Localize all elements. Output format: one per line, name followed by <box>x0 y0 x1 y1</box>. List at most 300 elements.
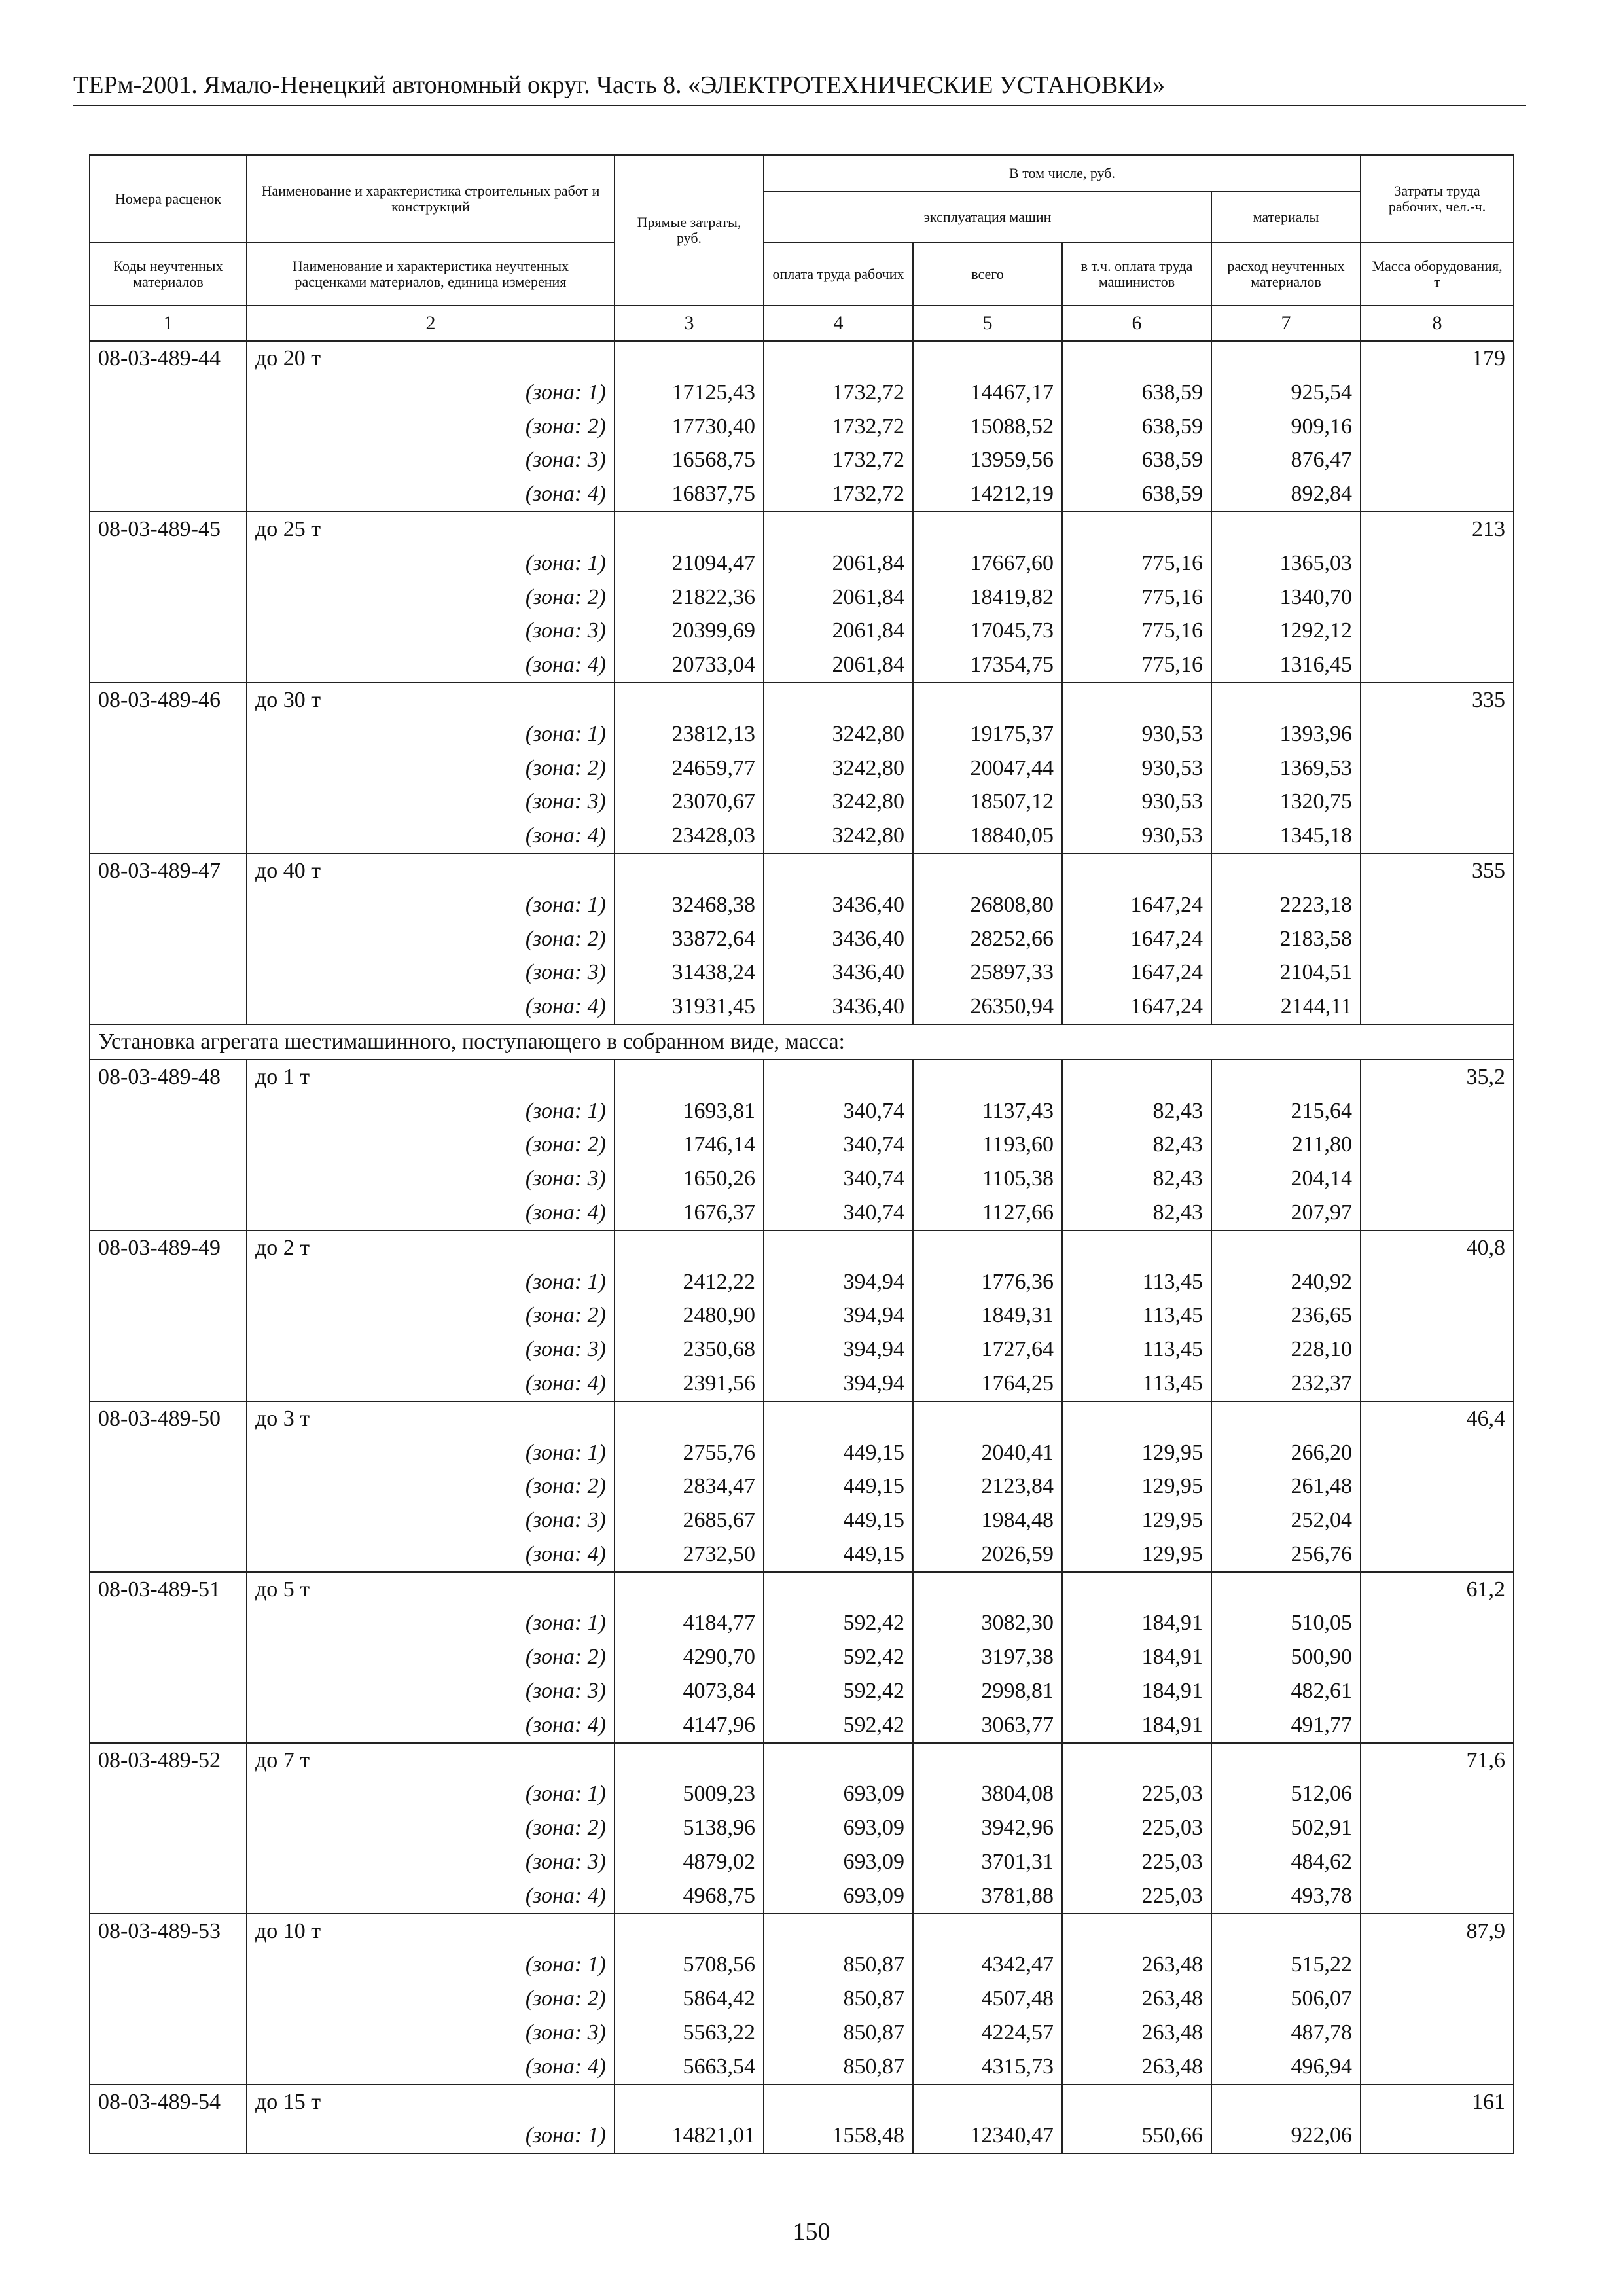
col-code-header: Номера расценок <box>90 155 247 243</box>
table-body <box>90 341 1514 2153</box>
labor-cell-blank <box>1361 1537 1514 1572</box>
zone-row <box>90 1640 1514 1674</box>
machines-operator-pay: 184,91 <box>1062 1606 1211 1640</box>
item-row <box>90 1743 1514 1778</box>
item-row <box>90 1401 1514 1436</box>
direct-cost: 5864,42 <box>615 1982 764 2016</box>
code-cell-blank <box>90 2119 247 2153</box>
zone-label: (зона: 3) <box>247 1162 615 1196</box>
machines-operator-pay: 82,43 <box>1062 1094 1211 1128</box>
zone-label: (зона: 2) <box>247 1299 615 1333</box>
machines-total: 28252,66 <box>913 922 1062 956</box>
zone-label: (зона: 4) <box>247 477 615 512</box>
labor-pay: 449,15 <box>764 1503 913 1537</box>
zone-label: (зона: 4) <box>247 819 615 853</box>
labor-pay: 2061,84 <box>764 547 913 581</box>
labor-pay: 1732,72 <box>764 443 913 477</box>
machines-operator-pay: 263,48 <box>1062 2016 1211 2050</box>
table-header <box>90 155 1514 341</box>
direct-cost: 16837,75 <box>615 477 764 512</box>
machines-total: 3063,77 <box>913 1708 1062 1743</box>
direct-cost: 2732,50 <box>615 1537 764 1572</box>
empty-cell <box>1062 1914 1211 1948</box>
code-cell-blank <box>90 1299 247 1333</box>
col-number-1: 1 <box>90 306 247 341</box>
materials: 2223,18 <box>1211 888 1361 922</box>
machines-total: 15088,52 <box>913 410 1062 444</box>
machines-total: 4224,57 <box>913 2016 1062 2050</box>
rate-code: 08-03-489-46 <box>90 683 247 717</box>
direct-cost: 5009,23 <box>615 1777 764 1811</box>
labor-cell-blank <box>1361 1674 1514 1708</box>
code-cell-blank <box>90 376 247 410</box>
code-cell-blank <box>90 1640 247 1674</box>
code-cell-blank <box>90 581 247 615</box>
zone-row <box>90 1708 1514 1743</box>
direct-cost: 23070,67 <box>615 785 764 819</box>
zone-label: (зона: 4) <box>247 1708 615 1743</box>
labor-cell-blank <box>1361 1094 1514 1128</box>
zone-label: (зона: 1) <box>247 1436 615 1470</box>
zone-row <box>90 1094 1514 1128</box>
materials: 482,61 <box>1211 1674 1361 1708</box>
item-row <box>90 683 1514 717</box>
labor-cell-blank <box>1361 648 1514 683</box>
direct-cost: 17125,43 <box>615 376 764 410</box>
machines-operator-pay: 113,45 <box>1062 1299 1211 1333</box>
machines-total: 14212,19 <box>913 477 1062 512</box>
zone-label: (зона: 3) <box>247 1503 615 1537</box>
zone-row <box>90 1469 1514 1503</box>
materials: 922,06 <box>1211 2119 1361 2153</box>
machines-total: 19175,37 <box>913 717 1062 751</box>
item-row <box>90 853 1514 888</box>
materials: 252,04 <box>1211 1503 1361 1537</box>
empty-cell <box>1062 683 1211 717</box>
machines-operator-pay: 184,91 <box>1062 1674 1211 1708</box>
zone-row <box>90 1606 1514 1640</box>
labor-cell-blank <box>1361 614 1514 648</box>
empty-cell <box>1211 1572 1361 1607</box>
empty-cell <box>764 341 913 376</box>
machines-total: 2998,81 <box>913 1674 1062 1708</box>
incl-header: В том числе, руб. <box>764 155 1361 192</box>
rates-table <box>89 154 1514 2154</box>
zone-row <box>90 2119 1514 2153</box>
empty-cell <box>1211 1743 1361 1778</box>
zone-row <box>90 1265 1514 1299</box>
materials: 876,47 <box>1211 443 1361 477</box>
zone-label: (зона: 1) <box>247 547 615 581</box>
direct-cost: 4184,77 <box>615 1606 764 1640</box>
zone-label: (зона: 2) <box>247 922 615 956</box>
materials: 484,62 <box>1211 1845 1361 1879</box>
code-cell-blank <box>90 922 247 956</box>
labor-cost: 335 <box>1361 683 1514 717</box>
direct-cost: 4968,75 <box>615 1879 764 1914</box>
zone-row <box>90 648 1514 683</box>
materials: 211,80 <box>1211 1128 1361 1162</box>
materials: 1369,53 <box>1211 751 1361 785</box>
empty-cell <box>1211 1230 1361 1265</box>
machines-total: 3942,96 <box>913 1811 1062 1845</box>
direct-cost: 4147,96 <box>615 1708 764 1743</box>
machines-operator-pay: 82,43 <box>1062 1128 1211 1162</box>
empty-cell <box>764 1060 913 1094</box>
materials: 502,91 <box>1211 1811 1361 1845</box>
machines-operator-pay: 225,03 <box>1062 1777 1211 1811</box>
code-cell-blank <box>90 1845 247 1879</box>
machines-total: 1137,43 <box>913 1094 1062 1128</box>
zone-label: (зона: 2) <box>247 751 615 785</box>
labor-cell-blank <box>1361 477 1514 512</box>
machines-total: 20047,44 <box>913 751 1062 785</box>
machines-operator-pay: 184,91 <box>1062 1708 1211 1743</box>
machines-operator-pay: 638,59 <box>1062 376 1211 410</box>
code-cell-blank <box>90 1948 247 1982</box>
materials: 266,20 <box>1211 1436 1361 1470</box>
machines-operator-pay: 775,16 <box>1062 648 1211 683</box>
zone-row <box>90 1128 1514 1162</box>
labor-cell-blank <box>1361 1777 1514 1811</box>
direct-cost: 5563,22 <box>615 2016 764 2050</box>
empty-cell <box>1062 2085 1211 2119</box>
machines-operator-pay: 930,53 <box>1062 819 1211 853</box>
zone-label: (зона: 1) <box>247 376 615 410</box>
materials: 512,06 <box>1211 1777 1361 1811</box>
materials: 1340,70 <box>1211 581 1361 615</box>
labor-cost: 87,9 <box>1361 1914 1514 1948</box>
machines-operator-pay: 82,43 <box>1062 1196 1211 1230</box>
materials: 496,94 <box>1211 2050 1361 2085</box>
machines-operator-pay: 638,59 <box>1062 443 1211 477</box>
labor-pay: 2061,84 <box>764 581 913 615</box>
zone-label: (зона: 3) <box>247 614 615 648</box>
zone-row <box>90 1811 1514 1845</box>
empty-cell <box>764 1572 913 1607</box>
direct-cost: 32468,38 <box>615 888 764 922</box>
machines-operator-pay: 775,16 <box>1062 547 1211 581</box>
col-labor-header: Затраты труда рабочих, чел.-ч. <box>1361 155 1514 243</box>
machines-total: 4342,47 <box>913 1948 1062 1982</box>
machines-operator-pay: 225,03 <box>1062 1879 1211 1914</box>
labor-pay: 693,09 <box>764 1777 913 1811</box>
col-number-5: 5 <box>913 306 1062 341</box>
rate-name: до 40 т <box>247 853 615 888</box>
machines-total: 3082,30 <box>913 1606 1062 1640</box>
code-cell-blank <box>90 785 247 819</box>
materials: 500,90 <box>1211 1640 1361 1674</box>
zone-label: (зона: 2) <box>247 1811 615 1845</box>
machines-operator-pay: 930,53 <box>1062 717 1211 751</box>
empty-cell <box>1211 683 1361 717</box>
materials-unc-header: расход неучтенных материалов <box>1211 243 1361 306</box>
labor-pay: 394,94 <box>764 1333 913 1367</box>
machines-pay-header: в т.ч. оплата труда машинистов <box>1062 243 1211 306</box>
machines-header: эксплуатация машин <box>764 192 1211 243</box>
code-cell-blank <box>90 819 247 853</box>
direct-cost: 5138,96 <box>615 1811 764 1845</box>
materials: 261,48 <box>1211 1469 1361 1503</box>
rate-code: 08-03-489-51 <box>90 1572 247 1607</box>
empty-cell <box>1062 1060 1211 1094</box>
materials: 232,37 <box>1211 1367 1361 1401</box>
machines-operator-pay: 129,95 <box>1062 1503 1211 1537</box>
zone-label: (зона: 4) <box>247 648 615 683</box>
empty-cell <box>913 2085 1062 2119</box>
rate-name: до 20 т <box>247 341 615 376</box>
direct-cost: 4879,02 <box>615 1845 764 1879</box>
machines-total: 1127,66 <box>913 1196 1062 1230</box>
empty-cell <box>913 1743 1062 1778</box>
materials: 909,16 <box>1211 410 1361 444</box>
code-cell-blank <box>90 2016 247 2050</box>
labor-cell-blank <box>1361 1708 1514 1743</box>
rate-code: 08-03-489-54 <box>90 2085 247 2119</box>
direct-cost: 23812,13 <box>615 717 764 751</box>
zone-row <box>90 1299 1514 1333</box>
empty-cell <box>615 1230 764 1265</box>
code-cell-blank <box>90 1265 247 1299</box>
zone-row <box>90 581 1514 615</box>
labor-pay: 3242,80 <box>764 785 913 819</box>
labor-pay: 693,09 <box>764 1879 913 1914</box>
zone-row <box>90 2050 1514 2085</box>
empty-cell <box>615 1743 764 1778</box>
zone-row <box>90 1982 1514 2016</box>
machines-operator-pay: 1647,24 <box>1062 990 1211 1024</box>
direct-cost: 1676,37 <box>615 1196 764 1230</box>
empty-cell <box>1062 1401 1211 1436</box>
zone-label: (зона: 4) <box>247 2050 615 2085</box>
col-number-7: 7 <box>1211 306 1361 341</box>
empty-cell <box>913 1060 1062 1094</box>
empty-cell <box>764 1914 913 1948</box>
labor-cell-blank <box>1361 1845 1514 1879</box>
labor-cell-blank <box>1361 581 1514 615</box>
labor-cost: 35,2 <box>1361 1060 1514 1094</box>
empty-cell <box>1211 853 1361 888</box>
labor-cost: 71,6 <box>1361 1743 1514 1778</box>
materials: 1365,03 <box>1211 547 1361 581</box>
code-cell-blank <box>90 1333 247 1367</box>
empty-cell <box>913 1572 1062 1607</box>
machines-total: 17667,60 <box>913 547 1062 581</box>
machines-total: 17045,73 <box>913 614 1062 648</box>
machines-operator-pay: 550,66 <box>1062 2119 1211 2153</box>
machines-operator-pay: 638,59 <box>1062 410 1211 444</box>
machines-total: 12340,47 <box>913 2119 1062 2153</box>
machines-operator-pay: 225,03 <box>1062 1811 1211 1845</box>
labor-cell-blank <box>1361 1503 1514 1537</box>
direct-cost: 33872,64 <box>615 922 764 956</box>
materials: 925,54 <box>1211 376 1361 410</box>
item-row <box>90 512 1514 547</box>
machines-total: 1984,48 <box>913 1503 1062 1537</box>
zone-label: (зона: 3) <box>247 956 615 990</box>
direct-cost: 2755,76 <box>615 1436 764 1470</box>
empty-cell <box>1211 512 1361 547</box>
labor-cost: 161 <box>1361 2085 1514 2119</box>
col-number-8: 8 <box>1361 306 1514 341</box>
empty-cell <box>1062 1572 1211 1607</box>
labor-pay: 340,74 <box>764 1094 913 1128</box>
code-cell-blank <box>90 477 247 512</box>
code-cell-blank <box>90 1503 247 1537</box>
col-code-bottom-header: Коды неучтенных материалов <box>90 243 247 306</box>
machines-operator-pay: 82,43 <box>1062 1162 1211 1196</box>
zone-row <box>90 888 1514 922</box>
col-name-header: Наименование и характеристика строительных работ и конструкций <box>247 155 615 243</box>
labor-pay: 850,87 <box>764 1982 913 2016</box>
machines-total: 3781,88 <box>913 1879 1062 1914</box>
empty-cell <box>764 1401 913 1436</box>
rate-name: до 2 т <box>247 1230 615 1265</box>
zone-label: (зона: 3) <box>247 443 615 477</box>
machines-total: 3804,08 <box>913 1777 1062 1811</box>
section-title: Установка агрегата шестимашинного, поступающего в собранном виде, масса: <box>90 1024 1514 1060</box>
zone-row <box>90 1948 1514 1982</box>
materials: 2183,58 <box>1211 922 1361 956</box>
code-cell-blank <box>90 1982 247 2016</box>
labor-cell-blank <box>1361 1196 1514 1230</box>
machines-total: 1764,25 <box>913 1367 1062 1401</box>
empty-cell <box>615 1572 764 1607</box>
machines-operator-pay: 184,91 <box>1062 1640 1211 1674</box>
labor-pay: 3436,40 <box>764 990 913 1024</box>
labor-pay: 592,42 <box>764 1606 913 1640</box>
zone-label: (зона: 2) <box>247 1128 615 1162</box>
labor-pay: 693,09 <box>764 1845 913 1879</box>
mass-header: Масса оборудования, т <box>1361 243 1514 306</box>
code-cell-blank <box>90 1367 247 1401</box>
machines-operator-pay: 113,45 <box>1062 1265 1211 1299</box>
direct-cost: 2685,67 <box>615 1503 764 1537</box>
machines-total-header: всего <box>913 243 1062 306</box>
empty-cell <box>615 1060 764 1094</box>
empty-cell <box>1211 1401 1361 1436</box>
machines-operator-pay: 1647,24 <box>1062 888 1211 922</box>
direct-cost: 23428,03 <box>615 819 764 853</box>
rate-name: до 15 т <box>247 2085 615 2119</box>
section-row <box>90 1024 1514 1060</box>
code-cell-blank <box>90 1537 247 1572</box>
rate-name: до 30 т <box>247 683 615 717</box>
zone-row <box>90 1196 1514 1230</box>
machines-total: 3197,38 <box>913 1640 1062 1674</box>
machines-total: 14467,17 <box>913 376 1062 410</box>
labor-cell-blank <box>1361 2050 1514 2085</box>
machines-total: 25897,33 <box>913 956 1062 990</box>
empty-cell <box>615 512 764 547</box>
item-row <box>90 2085 1514 2119</box>
zone-label: (зона: 1) <box>247 1777 615 1811</box>
labor-cell-blank <box>1361 1162 1514 1196</box>
materials: 228,10 <box>1211 1333 1361 1367</box>
col-name-bottom-header: Наименование и характеристика неучтенных расценками материалов, единица измерения <box>247 243 615 306</box>
labor-cell-blank <box>1361 1265 1514 1299</box>
labor-pay: 693,09 <box>764 1811 913 1845</box>
direct-cost: 31931,45 <box>615 990 764 1024</box>
labor-cell-blank <box>1361 1640 1514 1674</box>
empty-cell <box>615 683 764 717</box>
zone-label: (зона: 4) <box>247 1196 615 1230</box>
zone-label: (зона: 4) <box>247 1367 615 1401</box>
machines-operator-pay: 225,03 <box>1062 1845 1211 1879</box>
col-number-3: 3 <box>615 306 764 341</box>
labor-pay: 3242,80 <box>764 819 913 853</box>
materials: 240,92 <box>1211 1265 1361 1299</box>
labor-cell-blank <box>1361 1982 1514 2016</box>
zone-label: (зона: 3) <box>247 2016 615 2050</box>
machines-total: 18840,05 <box>913 819 1062 853</box>
code-cell-blank <box>90 1196 247 1230</box>
empty-cell <box>1062 1230 1211 1265</box>
materials: 1345,18 <box>1211 819 1361 853</box>
machines-total: 1193,60 <box>913 1128 1062 1162</box>
labor-pay: 850,87 <box>764 2050 913 2085</box>
code-cell-blank <box>90 1811 247 1845</box>
zone-row <box>90 1162 1514 1196</box>
labor-pay: 394,94 <box>764 1299 913 1333</box>
empty-cell <box>615 2085 764 2119</box>
labor-cell-blank <box>1361 376 1514 410</box>
machines-total: 2123,84 <box>913 1469 1062 1503</box>
empty-cell <box>1211 1914 1361 1948</box>
code-cell-blank <box>90 1094 247 1128</box>
labor-cell-blank <box>1361 2016 1514 2050</box>
labor-cost: 46,4 <box>1361 1401 1514 1436</box>
code-cell-blank <box>90 1708 247 1743</box>
rate-code: 08-03-489-50 <box>90 1401 247 1436</box>
zone-label: (зона: 3) <box>247 1333 615 1367</box>
code-cell-blank <box>90 888 247 922</box>
labor-cell-blank <box>1361 717 1514 751</box>
labor-pay-header: оплата труда рабочих <box>764 243 913 306</box>
labor-pay: 1732,72 <box>764 410 913 444</box>
machines-operator-pay: 129,95 <box>1062 1469 1211 1503</box>
labor-cost: 40,8 <box>1361 1230 1514 1265</box>
machines-total: 2026,59 <box>913 1537 1062 1572</box>
zone-row <box>90 477 1514 512</box>
zone-row <box>90 1674 1514 1708</box>
machines-operator-pay: 1647,24 <box>1062 922 1211 956</box>
empty-cell <box>615 1401 764 1436</box>
rate-name: до 5 т <box>247 1572 615 1607</box>
labor-pay: 340,74 <box>764 1162 913 1196</box>
rate-name: до 25 т <box>247 512 615 547</box>
zone-label: (зона: 1) <box>247 1948 615 1982</box>
labor-pay: 592,42 <box>764 1640 913 1674</box>
rate-code: 08-03-489-47 <box>90 853 247 888</box>
header-rule <box>73 105 1526 106</box>
materials: 487,78 <box>1211 2016 1361 2050</box>
zone-row <box>90 990 1514 1024</box>
labor-cell-blank <box>1361 785 1514 819</box>
labor-cell-blank <box>1361 547 1514 581</box>
machines-total: 26350,94 <box>913 990 1062 1024</box>
materials: 493,78 <box>1211 1879 1361 1914</box>
labor-pay: 3242,80 <box>764 717 913 751</box>
direct-cost: 2480,90 <box>615 1299 764 1333</box>
machines-total: 2040,41 <box>913 1436 1062 1470</box>
code-cell-blank <box>90 1674 247 1708</box>
machines-operator-pay: 930,53 <box>1062 751 1211 785</box>
labor-pay: 850,87 <box>764 1948 913 1982</box>
direct-cost: 1746,14 <box>615 1128 764 1162</box>
materials: 204,14 <box>1211 1162 1361 1196</box>
item-row <box>90 1572 1514 1607</box>
